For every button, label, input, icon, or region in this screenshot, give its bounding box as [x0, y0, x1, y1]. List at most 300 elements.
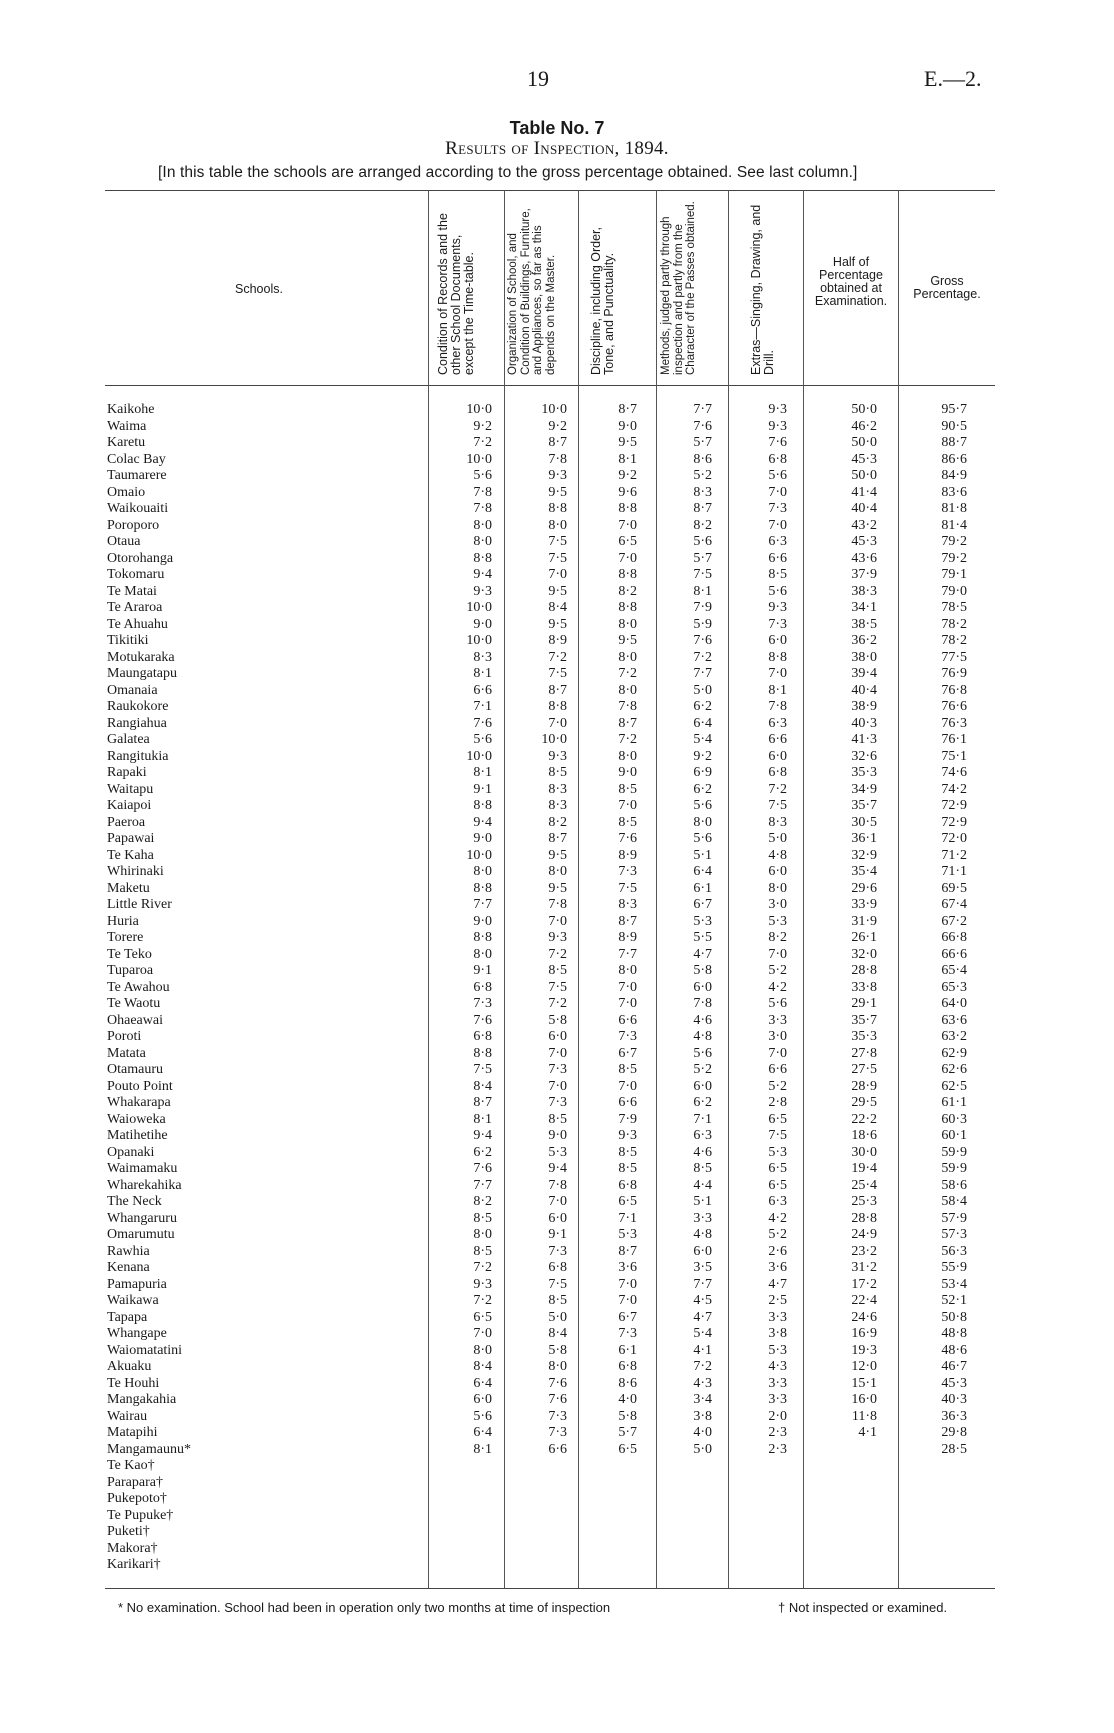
organization-cell: 8·5: [548, 963, 567, 978]
table-row: [107, 1227, 997, 1244]
table-note: [In this table the schools are arranged according to the gross percentage obtained. See last column.]: [158, 164, 858, 181]
half-percentage-cell: 19·3: [851, 1342, 877, 1358]
gross-percentage-cell: 48·8: [941, 1326, 967, 1341]
table-row: [107, 666, 997, 683]
school-name: Te Kao†: [107, 1458, 155, 1473]
records-cell: 9·4: [473, 567, 492, 582]
methods-cell: 9·2: [693, 748, 712, 764]
school-name: Maungatapu: [107, 666, 177, 681]
discipline-cell: 9·5: [618, 633, 637, 648]
half-percentage-cell: 25·4: [851, 1177, 877, 1193]
extras-cell: 3·0: [768, 897, 787, 912]
school-name: Rawhia: [107, 1243, 150, 1259]
school-name: Karikari†: [107, 1557, 161, 1572]
gross-percentage-cell: 95·7: [941, 402, 967, 417]
organization-cell: 9·5: [548, 847, 567, 863]
organization-cell: 7·3: [548, 1095, 567, 1110]
organization-cell: 7·3: [548, 1062, 567, 1077]
discipline-cell: 8·5: [618, 1161, 637, 1176]
methods-cell: 8·3: [693, 484, 712, 500]
methods-cell: 5·1: [693, 1194, 712, 1209]
methods-cell: 7·8: [693, 996, 712, 1011]
gross-percentage-cell: 53·4: [941, 1276, 967, 1292]
methods-cell: 5·0: [693, 682, 712, 698]
methods-cell: 6·4: [693, 715, 712, 731]
half-percentage-cell: 27·8: [851, 1045, 877, 1061]
half-percentage-cell: 33·9: [851, 897, 877, 912]
extras-cell: 2·8: [768, 1095, 787, 1110]
header-half-percentage: Half of Percentage obtained at Examination.: [814, 255, 888, 308]
table-row: [107, 1178, 997, 1195]
organization-cell: 8·0: [548, 517, 567, 533]
half-percentage-cell: 4·1: [858, 1425, 877, 1440]
half-percentage-cell: 11·8: [851, 1408, 877, 1424]
methods-cell: 4·0: [693, 1425, 712, 1440]
extras-cell: 9·3: [768, 600, 787, 615]
discipline-cell: 9·0: [618, 765, 637, 780]
organization-cell: 7·6: [548, 1375, 567, 1391]
header-organization: Organization of School, and Condition of Buildings, Furniture, and Appliances, so far as this depends on the Master.: [507, 208, 557, 375]
half-percentage-cell: 35·7: [851, 1012, 877, 1028]
gross-percentage-cell: 72·9: [941, 814, 967, 830]
table-row: [107, 435, 997, 452]
table-row: [107, 1425, 997, 1442]
school-name: Waima: [107, 418, 147, 434]
school-name: Raukokore: [107, 699, 169, 714]
school-name: Otamauru: [107, 1062, 163, 1077]
organization-cell: 7·0: [548, 1194, 567, 1209]
methods-cell: 8·1: [693, 583, 712, 599]
school-name: Poroti: [107, 1029, 142, 1044]
school-name: Whirinaki: [107, 864, 164, 879]
table-row: [107, 1211, 997, 1228]
school-name: Mangamaunu*: [107, 1441, 191, 1457]
discipline-cell: 7·0: [618, 798, 637, 813]
methods-cell: 8·5: [693, 1161, 712, 1176]
organization-cell: 9·0: [548, 1128, 567, 1143]
discipline-cell: 8·5: [618, 814, 637, 830]
records-cell: 10·0: [466, 600, 492, 615]
discipline-cell: 9·3: [618, 1128, 637, 1143]
extras-cell: 7·5: [768, 798, 787, 813]
footnote-no-examination: * No examination. School had been in operation only two months at time of inspection: [118, 1600, 611, 1615]
gross-percentage-cell: 79·2: [941, 550, 967, 566]
organization-cell: 8·7: [548, 682, 567, 698]
organization-cell: 8·3: [548, 798, 567, 813]
gross-percentage-cell: 72·0: [941, 831, 967, 846]
records-cell: 8·1: [473, 666, 492, 681]
extras-cell: 5·6: [768, 468, 787, 483]
extras-cell: 5·3: [768, 1342, 787, 1358]
school-name: Tuparoa: [107, 963, 154, 978]
school-name: Whangaruru: [107, 1210, 177, 1226]
gross-percentage-cell: 59·9: [941, 1144, 967, 1160]
half-percentage-cell: 31·2: [851, 1260, 877, 1275]
gross-percentage-cell: 86·6: [941, 451, 967, 467]
table-row: [107, 1029, 997, 1046]
table-row: [107, 782, 997, 799]
school-name: Huria: [107, 913, 139, 929]
methods-cell: 7·9: [693, 600, 712, 615]
organization-cell: 7·5: [548, 534, 567, 549]
organization-cell: 7·3: [548, 1425, 567, 1440]
school-name: Matapihi: [107, 1425, 158, 1440]
organization-cell: 7·6: [548, 1392, 567, 1407]
extras-cell: 7·8: [768, 699, 787, 714]
records-cell: 8·0: [473, 1342, 492, 1358]
records-cell: 8·4: [473, 1359, 492, 1374]
records-cell: 5·6: [473, 468, 492, 483]
gross-percentage-cell: 83·6: [941, 484, 967, 500]
methods-cell: 8·0: [693, 814, 712, 830]
extras-cell: 9·3: [768, 418, 787, 434]
organization-cell: 10·0: [541, 402, 567, 417]
school-name: Rangiahua: [107, 715, 167, 731]
extras-cell: 7·3: [768, 501, 787, 516]
organization-cell: 7·0: [548, 715, 567, 731]
methods-cell: 4·3: [693, 1375, 712, 1391]
half-percentage-cell: 36·2: [851, 633, 877, 648]
half-percentage-cell: 38·5: [851, 616, 877, 632]
half-percentage-cell: 50·0: [851, 435, 877, 450]
discipline-cell: 7·3: [618, 864, 637, 879]
extras-cell: 7·0: [768, 517, 787, 533]
gross-percentage-cell: 79·1: [941, 567, 967, 582]
extras-cell: 2·0: [768, 1408, 787, 1424]
header-gross-percentage: Gross Percentage.: [913, 274, 981, 301]
discipline-cell: 5·8: [618, 1408, 637, 1424]
half-percentage-cell: 41·3: [851, 732, 877, 747]
half-percentage-cell: 16·9: [851, 1326, 877, 1341]
discipline-cell: 5·3: [618, 1227, 637, 1242]
half-percentage-cell: 32·9: [851, 847, 877, 863]
discipline-cell: 6·6: [618, 1012, 637, 1028]
discipline-cell: 7·2: [618, 666, 637, 681]
methods-cell: 5·9: [693, 616, 712, 632]
methods-cell: 4·8: [693, 1227, 712, 1242]
extras-cell: 7·2: [768, 781, 787, 797]
records-cell: 9·4: [473, 814, 492, 830]
organization-cell: 7·5: [548, 550, 567, 566]
methods-cell: 6·9: [693, 765, 712, 780]
extras-cell: 3·8: [768, 1326, 787, 1341]
methods-cell: 3·3: [693, 1210, 712, 1226]
gross-percentage-cell: 77·5: [941, 649, 967, 665]
organization-cell: 8·2: [548, 814, 567, 830]
discipline-cell: 9·0: [618, 418, 637, 434]
half-percentage-cell: 19·4: [851, 1161, 877, 1176]
gross-percentage-cell: 59·9: [941, 1161, 967, 1176]
organization-cell: 8·5: [548, 1293, 567, 1308]
organization-cell: 8·8: [548, 501, 567, 516]
extras-cell: 8·2: [768, 930, 787, 945]
discipline-cell: 7·0: [618, 996, 637, 1011]
methods-cell: 4·8: [693, 1029, 712, 1044]
discipline-cell: 6·8: [618, 1359, 637, 1374]
gross-percentage-cell: 69·5: [941, 880, 967, 896]
discipline-cell: 6·5: [618, 1441, 637, 1457]
extras-cell: 6·3: [768, 1194, 787, 1209]
half-percentage-cell: 25·3: [851, 1194, 877, 1209]
records-cell: 7·3: [473, 996, 492, 1011]
gross-percentage-cell: 88·7: [941, 435, 967, 450]
extras-cell: 3·3: [768, 1309, 787, 1325]
organization-cell: 9·4: [548, 1161, 567, 1176]
discipline-cell: 8·7: [618, 1243, 637, 1259]
table-row: [107, 1508, 997, 1525]
organization-cell: 7·3: [548, 1243, 567, 1259]
school-name: Little River: [107, 897, 172, 912]
school-name: Paeroa: [107, 814, 146, 830]
gross-percentage-cell: 76·1: [941, 732, 967, 747]
gross-percentage-cell: 74·2: [941, 781, 967, 797]
organization-cell: 6·8: [548, 1260, 567, 1275]
half-percentage-cell: 24·6: [851, 1309, 877, 1325]
organization-cell: 7·3: [548, 1408, 567, 1424]
school-name: Wairau: [107, 1408, 148, 1424]
organization-cell: 8·4: [548, 600, 567, 615]
extras-cell: 5·6: [768, 583, 787, 599]
records-cell: 8·0: [473, 864, 492, 879]
half-percentage-cell: 38·9: [851, 699, 877, 714]
school-name: Parapara†: [107, 1474, 163, 1490]
school-name: Pukepoto†: [107, 1491, 167, 1506]
discipline-cell: 7·0: [618, 1293, 637, 1308]
table-row: [107, 732, 997, 749]
discipline-cell: 8·7: [618, 715, 637, 731]
discipline-cell: 8·5: [618, 1144, 637, 1160]
table-row: [107, 1244, 997, 1261]
organization-cell: 9·5: [548, 880, 567, 896]
discipline-cell: 6·6: [618, 1095, 637, 1110]
extras-cell: 7·0: [768, 1045, 787, 1061]
organization-cell: 8·0: [548, 864, 567, 879]
organization-cell: 8·8: [548, 699, 567, 714]
school-name: Omaio: [107, 484, 146, 500]
half-percentage-cell: 24·9: [851, 1227, 877, 1242]
discipline-cell: 9·5: [618, 435, 637, 450]
table-row: [107, 1557, 997, 1574]
discipline-cell: 7·0: [618, 1078, 637, 1094]
methods-cell: 3·8: [693, 1408, 712, 1424]
gross-percentage-cell: 78·2: [941, 616, 967, 632]
gross-percentage-cell: 46·7: [941, 1359, 967, 1374]
gross-percentage-cell: 71·1: [941, 864, 967, 879]
header-discipline: Discipline, including Order, Tone, and Punctuality.: [589, 227, 616, 375]
half-percentage-cell: 27·5: [851, 1062, 877, 1077]
table-row: [107, 1046, 997, 1063]
organization-cell: 9·3: [548, 468, 567, 483]
table-row: [107, 930, 997, 947]
table-row: [107, 1145, 997, 1162]
records-cell: 8·5: [473, 1243, 492, 1259]
methods-cell: 5·4: [693, 1326, 712, 1341]
table-row: [107, 699, 997, 716]
header-methods: Methods, judged partly through inspection and partly from the Character of the Passes obtained.: [660, 201, 697, 375]
records-cell: 8·7: [473, 1095, 492, 1110]
table-row: [107, 831, 997, 848]
organization-cell: 7·2: [548, 649, 567, 665]
organization-cell: 9·1: [548, 1227, 567, 1242]
table-row: [107, 1062, 997, 1079]
table-row: [107, 716, 997, 733]
discipline-cell: 7·0: [618, 979, 637, 995]
organization-cell: 7·8: [548, 1177, 567, 1193]
discipline-cell: 7·5: [618, 880, 637, 896]
table-row: [107, 1079, 997, 1096]
gross-percentage-cell: 62·5: [941, 1078, 967, 1094]
extras-cell: 3·3: [768, 1012, 787, 1028]
organization-cell: 7·5: [548, 666, 567, 681]
records-cell: 10·0: [466, 633, 492, 648]
school-name: Te Kaha: [107, 847, 154, 863]
school-name: Rangitukia: [107, 748, 169, 764]
school-name: Matata: [107, 1045, 146, 1061]
table-row: [107, 996, 997, 1013]
methods-cell: 6·0: [693, 1243, 712, 1259]
gross-percentage-cell: 29·8: [941, 1425, 967, 1440]
table-row: [107, 1194, 997, 1211]
gross-percentage-cell: 71·2: [941, 847, 967, 863]
half-percentage-cell: 40·4: [851, 501, 877, 516]
half-percentage-cell: 35·3: [851, 765, 877, 780]
school-name: Taumarere: [107, 468, 167, 483]
discipline-cell: 6·5: [618, 1194, 637, 1209]
table-row: [107, 749, 997, 766]
extras-cell: 6·5: [768, 1111, 787, 1127]
header-records: Condition of Records and the other School Documents, except the Time-table.: [436, 213, 476, 375]
gross-percentage-cell: 61·1: [941, 1095, 967, 1110]
records-cell: 5·6: [473, 732, 492, 747]
school-name: Te Matai: [107, 583, 157, 599]
gross-percentage-cell: 76·9: [941, 666, 967, 681]
records-cell: 7·0: [473, 1326, 492, 1341]
half-percentage-cell: 22·2: [851, 1111, 877, 1127]
table-row: [107, 1277, 997, 1294]
methods-cell: 7·2: [693, 649, 712, 665]
methods-cell: 5·7: [693, 550, 712, 566]
records-cell: 7·1: [473, 699, 492, 714]
organization-cell: 8·9: [548, 633, 567, 648]
table-row: [107, 485, 997, 502]
methods-cell: 5·4: [693, 732, 712, 747]
methods-cell: 7·5: [693, 567, 712, 582]
table-row: [107, 534, 997, 551]
organization-cell: 7·5: [548, 979, 567, 995]
half-percentage-cell: 22·4: [851, 1293, 877, 1308]
extras-cell: 7·6: [768, 435, 787, 450]
gross-percentage-cell: 58·6: [941, 1177, 967, 1193]
methods-cell: 6·0: [693, 1078, 712, 1094]
extras-cell: 6·6: [768, 550, 787, 566]
records-cell: 8·8: [473, 930, 492, 945]
school-name: Otorohanga: [107, 550, 174, 566]
organization-cell: 7·2: [548, 946, 567, 962]
half-percentage-cell: 40·4: [851, 682, 877, 698]
gross-percentage-cell: 76·3: [941, 715, 967, 731]
table-row: [107, 650, 997, 667]
table-row: [107, 947, 997, 964]
extras-cell: 5·0: [768, 831, 787, 846]
table-row: [107, 798, 997, 815]
methods-cell: 6·1: [693, 880, 712, 896]
extras-cell: 5·2: [768, 963, 787, 978]
discipline-cell: 8·9: [618, 930, 637, 945]
organization-cell: 5·3: [548, 1144, 567, 1160]
extras-cell: 8·0: [768, 880, 787, 896]
document-code: E.—2.: [924, 66, 982, 91]
records-cell: 7·2: [473, 435, 492, 450]
gross-percentage-cell: 62·9: [941, 1045, 967, 1061]
half-percentage-cell: 29·6: [851, 880, 877, 896]
half-percentage-cell: 16·0: [851, 1392, 877, 1407]
discipline-cell: 8·5: [618, 1062, 637, 1077]
methods-cell: 5·8: [693, 963, 712, 978]
records-cell: 8·0: [473, 517, 492, 533]
school-name: Pamapuria: [107, 1276, 167, 1292]
methods-cell: 4·7: [693, 946, 712, 962]
table-row: [107, 914, 997, 931]
table-row: [107, 1359, 997, 1376]
table-row: [107, 1491, 997, 1508]
gross-percentage-cell: 78·2: [941, 633, 967, 648]
records-cell: 10·0: [466, 748, 492, 764]
extras-cell: 7·3: [768, 616, 787, 632]
extras-cell: 3·3: [768, 1375, 787, 1391]
methods-cell: 8·6: [693, 451, 712, 467]
discipline-cell: 5·7: [618, 1425, 637, 1440]
table-row: [107, 402, 997, 419]
header-schools: Schools.: [235, 282, 283, 296]
table-row: [107, 518, 997, 535]
gross-percentage-cell: 28·5: [941, 1441, 967, 1457]
school-name: Tapapa: [107, 1309, 148, 1325]
school-name: Puketi†: [107, 1524, 150, 1539]
discipline-cell: 7·9: [618, 1111, 637, 1127]
school-name: Colac Bay: [107, 451, 166, 467]
half-percentage-cell: 50·0: [851, 402, 877, 417]
gross-percentage-cell: 63·2: [941, 1029, 967, 1044]
organization-cell: 6·0: [548, 1210, 567, 1226]
records-cell: 8·1: [473, 1111, 492, 1127]
half-percentage-cell: 41·4: [851, 484, 877, 500]
table-body: [107, 402, 997, 1574]
school-name: The Neck: [107, 1194, 162, 1209]
methods-cell: 3·4: [693, 1392, 712, 1407]
records-cell: 7·7: [473, 1177, 492, 1193]
discipline-cell: 6·7: [618, 1045, 637, 1061]
gross-percentage-cell: 36·3: [941, 1408, 967, 1424]
organization-cell: 8·5: [548, 1111, 567, 1127]
school-name: Kaikohe: [107, 402, 155, 417]
half-percentage-cell: 39·4: [851, 666, 877, 681]
school-name: Pouto Point: [107, 1078, 173, 1094]
discipline-cell: 7·0: [618, 1276, 637, 1292]
records-cell: 9·1: [473, 963, 492, 978]
school-name: Papawai: [107, 831, 155, 846]
school-name: Te Waotu: [107, 996, 161, 1011]
gross-percentage-cell: 81·4: [941, 517, 967, 533]
school-name: Makora†: [107, 1540, 158, 1556]
records-cell: 8·1: [473, 1441, 492, 1457]
school-name: Waikawa: [107, 1293, 159, 1308]
discipline-cell: 8·0: [618, 682, 637, 698]
gross-percentage-cell: 81·8: [941, 501, 967, 516]
table-row: [107, 1326, 997, 1343]
discipline-cell: 8·2: [618, 583, 637, 599]
discipline-cell: 8·1: [618, 451, 637, 467]
school-name: Waimamaku: [107, 1161, 178, 1176]
